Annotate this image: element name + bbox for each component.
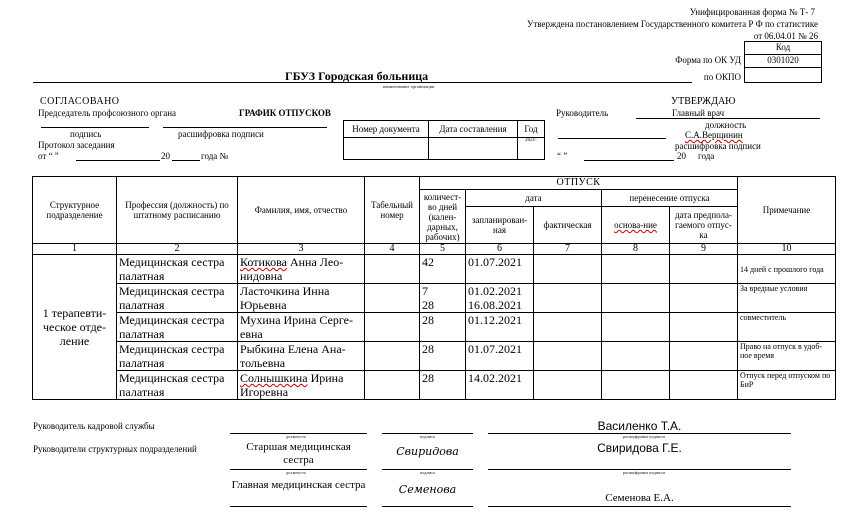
days-cell: 28 bbox=[420, 342, 466, 371]
organization-caption: наименование организации bbox=[383, 84, 435, 89]
fio-cell: Котикова Анна Лео-нидовна bbox=[238, 255, 365, 284]
table-row bbox=[33, 255, 836, 284]
header-tab-number: Табельный номер bbox=[365, 177, 420, 244]
column-number: 6 bbox=[466, 244, 534, 255]
fio-cell: Мухина Ирина Серге-евна bbox=[238, 313, 365, 342]
header-date: дата bbox=[466, 190, 602, 207]
header-expected-date: дата предпола-гаемого отпус-ка bbox=[670, 207, 738, 244]
unit-heads-label: Руководители структурных подразделений bbox=[33, 444, 197, 454]
header-days: количест-во дней (кален-дарных, рабочих) bbox=[420, 190, 466, 244]
approved-date-label: от 06.04.01 № 26 bbox=[753, 31, 818, 41]
agreed-title: СОГЛАСОВАНО bbox=[40, 96, 120, 107]
column-number: 7 bbox=[534, 244, 602, 255]
unified-form-label: Унифицированная форма № Т- 7 bbox=[689, 7, 815, 17]
agreed-role: Председатель профсоюзного органа bbox=[38, 108, 177, 118]
reason-cell bbox=[602, 342, 670, 371]
tab-cell bbox=[365, 313, 420, 342]
signer-name: Свиридова Г.Е. bbox=[597, 441, 682, 455]
decode-caption: расшифровка подписи bbox=[623, 434, 665, 439]
expected-cell bbox=[670, 313, 738, 342]
tab-cell bbox=[365, 371, 420, 400]
planned-cell: 01.12.2021 bbox=[466, 313, 534, 342]
signature-caption: подпись bbox=[420, 470, 436, 475]
decode-caption: расшифровка подписи bbox=[178, 129, 264, 139]
fio-cell: Ласточкина Инна Юрьевна bbox=[238, 284, 365, 313]
approved-by-label: Утверждена постановлением Государственного комитета Р Ф по статистике bbox=[526, 19, 818, 29]
expected-cell bbox=[670, 371, 738, 400]
signature-caption: подпись bbox=[70, 129, 102, 139]
actual-cell bbox=[534, 255, 602, 284]
profession-cell: Медицинская сестра палатная bbox=[117, 313, 238, 342]
profession-cell: Медицинская сестра палатная bbox=[117, 342, 238, 371]
organization-underline bbox=[33, 82, 692, 83]
approve-date-quote: “ ” bbox=[557, 151, 568, 161]
approve-year-suffix: года bbox=[698, 151, 715, 161]
column-number: 1 bbox=[33, 244, 117, 255]
expected-cell bbox=[670, 284, 738, 313]
header-profession: Профессия (должность) по штатному расписанию bbox=[117, 177, 238, 244]
column-number: 9 bbox=[670, 244, 738, 255]
column-number: 8 bbox=[602, 244, 670, 255]
note-cell: совместитель bbox=[738, 313, 836, 342]
days-cell: 28 bbox=[420, 313, 466, 342]
position-caption: должность bbox=[286, 470, 307, 475]
doc-date-value bbox=[429, 138, 518, 160]
note-cell: Отпуск перед отпуском по БиР bbox=[738, 371, 836, 400]
signer-signature: Свиридова bbox=[396, 445, 459, 458]
protocol-year-prefix: 20 bbox=[161, 151, 170, 161]
doc-year-value: 2021- bbox=[518, 138, 545, 160]
protocol-date-quote: от “ ” bbox=[38, 151, 59, 161]
note-cell: Право на отпуск в удоб-ное время bbox=[738, 342, 836, 371]
column-number-row bbox=[33, 244, 836, 255]
decode-caption: расшифровка подписи bbox=[623, 470, 665, 475]
reason-cell bbox=[602, 284, 670, 313]
table-row bbox=[33, 342, 836, 371]
planned-cell: 01.02.2021 16.08.2021 bbox=[466, 284, 534, 313]
organization-name: ГБУЗ Городская больница bbox=[285, 69, 429, 83]
column-number: 3 bbox=[238, 244, 365, 255]
note-cell: За вредные условия bbox=[738, 284, 836, 313]
approve-role-label: Руководитель bbox=[556, 108, 609, 118]
approve-name: С.А.Верщинин bbox=[685, 130, 743, 140]
approve-name-caption: расшифровка подписи bbox=[675, 141, 761, 151]
days-cell: 7 28 bbox=[420, 284, 466, 313]
profession-cell: Медицинская сестра палатная bbox=[117, 371, 238, 400]
signer-position: Старшая медицинская сестра bbox=[246, 441, 351, 466]
actual-cell bbox=[534, 313, 602, 342]
document-title: ГРАФИК ОТПУСКОВ bbox=[239, 108, 331, 118]
profession-cell: Медицинская сестра палатная bbox=[117, 284, 238, 313]
header-note: Примечание bbox=[738, 177, 836, 244]
expected-cell bbox=[670, 255, 738, 284]
unit-cell: 1 терапевти-ческое отде-ление bbox=[33, 255, 117, 400]
header-actual: фактическая bbox=[534, 207, 602, 244]
header-planned: запланирован-ная bbox=[466, 207, 534, 244]
tab-cell bbox=[365, 284, 420, 313]
decode-line bbox=[163, 127, 327, 128]
actual-cell bbox=[534, 371, 602, 400]
table-row bbox=[33, 313, 836, 342]
hr-head-label: Руководитель кадровой службы bbox=[33, 421, 155, 431]
days-cell: 42 bbox=[420, 255, 466, 284]
signer-signature: Семенова bbox=[398, 483, 457, 496]
column-number: 2 bbox=[117, 244, 238, 255]
approve-position-caption: должность bbox=[705, 120, 747, 130]
fio-cell: Рыбкина Елена Ана-тольевна bbox=[238, 342, 365, 371]
tab-cell bbox=[365, 342, 420, 371]
tab-cell bbox=[365, 255, 420, 284]
signature-caption: подпись bbox=[420, 434, 436, 439]
reason-cell bbox=[602, 255, 670, 284]
column-number: 4 bbox=[365, 244, 420, 255]
code-header: Код bbox=[775, 42, 791, 52]
header-fio: Фамилия, имя, отчество bbox=[238, 177, 365, 244]
table-row bbox=[33, 284, 836, 313]
profession-cell: Медицинская сестра палатная bbox=[117, 255, 238, 284]
note-cell: 14 дней с прошлого года bbox=[738, 255, 836, 284]
approve-title: УТВЕРЖДАЮ bbox=[671, 96, 736, 107]
protocol-label: Протокол заседания bbox=[38, 140, 115, 150]
signature-line bbox=[41, 127, 149, 128]
column-number: 10 bbox=[738, 244, 836, 255]
actual-cell bbox=[534, 284, 602, 313]
planned-cell: 01.07.2021 bbox=[466, 255, 534, 284]
approve-position: Главный врач bbox=[672, 108, 725, 118]
header-reason: основа-ние bbox=[602, 207, 670, 244]
position-caption: должность bbox=[286, 434, 307, 439]
reason-cell bbox=[602, 371, 670, 400]
doc-date-header: Дата составления bbox=[429, 121, 518, 138]
column-number: 5 bbox=[420, 244, 466, 255]
hr-head-name: Василенко Т.А. bbox=[597, 419, 682, 433]
doc-number-value bbox=[344, 138, 429, 160]
document-info-table bbox=[343, 120, 545, 160]
header-transfer: перенесение отпуска bbox=[602, 190, 738, 207]
doc-year-header: Год bbox=[518, 121, 545, 138]
table-row bbox=[33, 371, 836, 400]
fio-cell: Солнышкина Ирина Игоревна bbox=[238, 371, 365, 400]
okud-label: Форма по ОК УД bbox=[675, 55, 741, 65]
planned-cell: 14.02.2021 bbox=[466, 371, 534, 400]
protocol-year-suffix: года № bbox=[201, 151, 229, 161]
doc-number-header: Номер документа bbox=[344, 121, 429, 138]
header-vacation: ОТПУСК bbox=[420, 177, 738, 190]
planned-cell: 01.07.2021 bbox=[466, 342, 534, 371]
okud-value: 0301020 bbox=[767, 55, 799, 65]
expected-cell bbox=[670, 342, 738, 371]
actual-cell bbox=[534, 342, 602, 371]
signer-name: Семенова Е.А. bbox=[605, 492, 674, 504]
vacation-schedule-table bbox=[32, 176, 836, 400]
approve-year-prefix: 20 bbox=[677, 151, 686, 161]
header-unit: Структурное подразделение bbox=[33, 177, 117, 244]
signer-position: Главная медицинская сестра bbox=[231, 479, 366, 491]
okpo-label: по ОКПО bbox=[703, 72, 741, 82]
reason-cell bbox=[602, 313, 670, 342]
days-cell: 28 bbox=[420, 371, 466, 400]
